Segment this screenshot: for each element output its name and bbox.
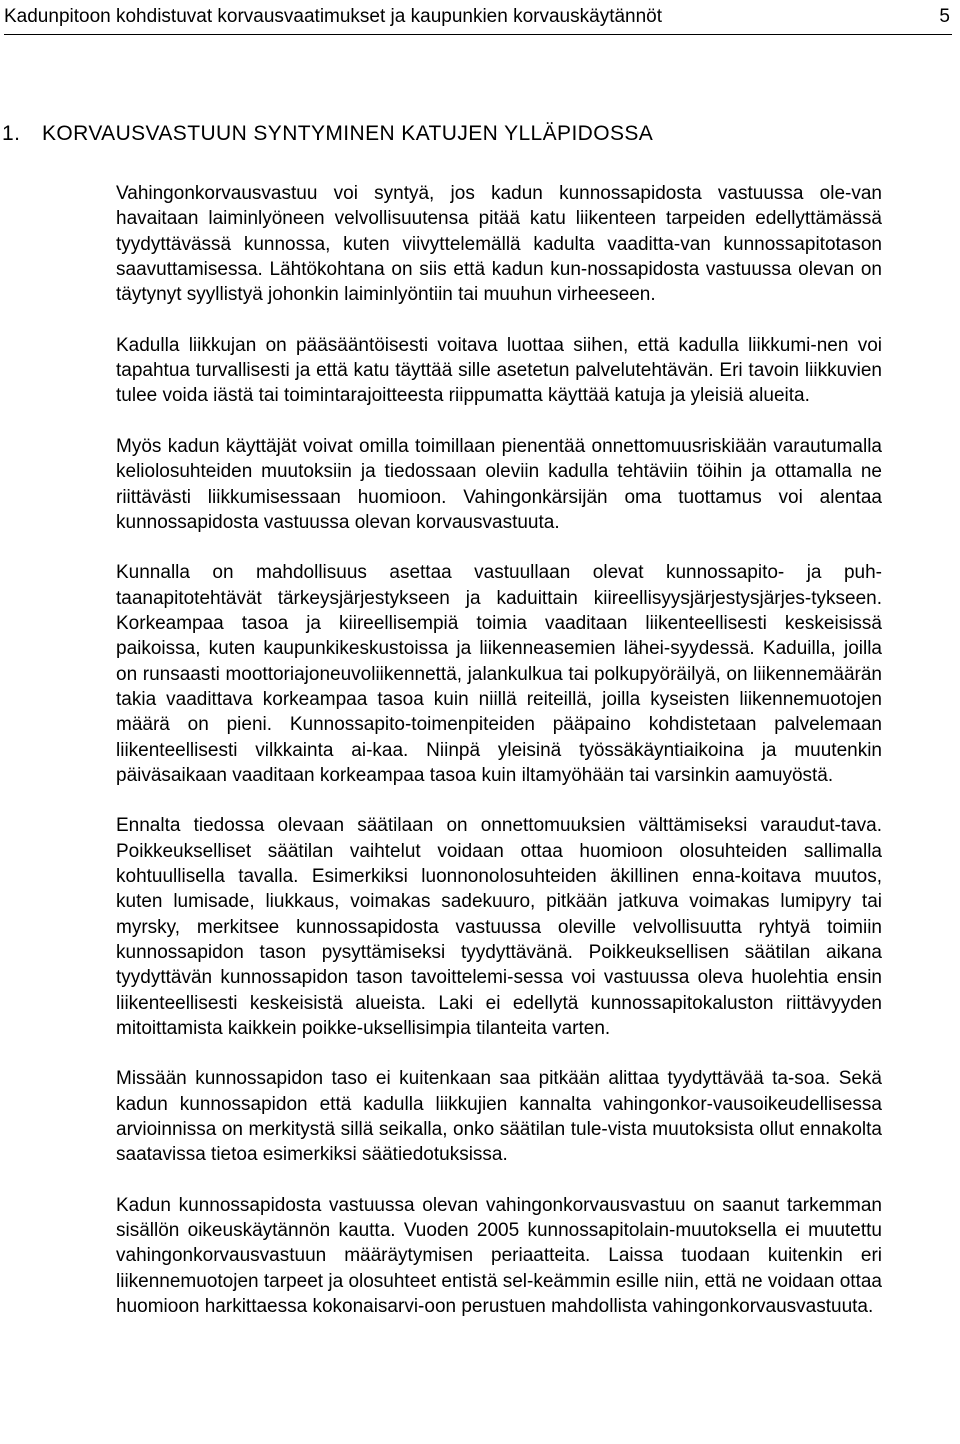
paragraph: Kadulla liikkujan on pääsääntöisesti voitava luottaa siihen, että kadulla liikkumi-nen voi tapahtua turvallisesti ja että katu täyttää sille asetetun palvelutehtävän. Eri tavoin liikkuvien tulee voida iästä tai toimintarajoitteesta riippumatta käyttää katuja ja yleisiä alueita. (116, 334, 882, 407)
paragraph: Missään kunnossapidon taso ei kuitenkaan saa pitkään alittaa tyydyttävää ta-soa. Sekä kadun kunnossapidon että kadulla liikkujien kannalta vahingonkor-vausoikeudellisessa arvioinnissa on merkitystä sillä seikalla, onko säätilan tule-vista muutoksista ollut ennakolta saatavissa tietoa esimerkiksi säätiedotuksissa. (116, 1068, 882, 1166)
page-number: 5 (939, 6, 950, 27)
running-header (4, 0, 952, 35)
section-number: 1. (2, 122, 21, 145)
body-text (116, 181, 882, 1345)
paragraph: Vahingonkorvausvastuu voi syntyä, jos kadun kunnossapidosta vastuussa ole-van havaitaan laiminlyöneen velvollisuutensa pitää katu liikenteen tarpeiden edellyttämässä tyydyttävässä kunnossa, kuten viivyttelemällä kadulta vaaditta-van kunnossapitotason saavuttamisessa. Lähtökohtana on siis että kadun kun-nossapidosta vastuussa olevan on täytynyt syyllistyä johonkin laiminlyöntiin tai muuhun virheeseen. (116, 183, 882, 306)
header-title: Kadunpitoon kohdistuvat korvausvaatimukset ja kaupunkien korvauskäytännöt (4, 6, 663, 27)
paragraph: Kadun kunnossapidosta vastuussa olevan vahingonkorvausvastuu on saanut tarkemman sisällön oikeuskäytännön kautta. Vuoden 2005 kunnossapitolain-muutoksella ei muutettu vahingonkorvausvastuun määräytymisen periaatteita. Laissa tuodaan kuitenkin eri liikennemuotojen tarpeet ja olosuhteet entistä sel-keämmin esille niin, että ne voidaan ottaa huomioon harkittaessa kokonaisarvi-oon perustuen mahdollista vahingonkorvausvastuuta. (116, 1194, 882, 1318)
paragraph: Ennalta tiedossa olevaan säätilaan on onnettomuuksien välttämiseksi varaudut-tava. Poikkeukselliset säätilan vaihtelut voidaan ottaa huomioon olosuhteiden sallimalla kohtuullisella tavalla. Esimerkiksi luonnonolosuhteiden äkillinen enna-koitava muutos, kuten lumisade, liukkaus, voimakas sadekuuro, pitkään jatkuva voimakas lumipyry tai myrsky, merkitsee kunnossapidosta vastuussa oleville velvollisuutta ryhtyä toimiin kunnossapidon tason pysyttämiseksi tyydyttävänä. Poikkeuksellisen säätilan aikana tyydyttävän kunnossapidon tason tavoittelemi-sessa voi vastuussa oleva huolehtia ensin liikenteellisesti keskeisistä alueista. Laki ei edellytä kunnossapitokaluston riittävyyden mitoittamista kaikkein poikke-uksellisimpia tilanteita varten. (116, 815, 882, 1039)
section-heading (2, 116, 653, 152)
section-title: KORVAUSVASTUUN SYNTYMINEN KATUJEN YLLÄPIDOSSA (42, 122, 654, 145)
paragraph: Kunnalla on mahdollisuus asettaa vastuullaan olevat kunnossapito- ja puh-taanapitotehtävät tärkeysjärjestykseen ja kaduittain kiireellisyysjärjestysjärjes-tykseen. Korkeampaa tasoa ja kiireellisempiä toimia vaaditaan liikenteellisesti keskeisissä paikoissa, kuten kaupunkikeskustoissa ja liikenneasemien lähei-syydessä. Kaduilla, joilla on runsaasti moottoriajoneuvoliikennettä, jalankulkua tai polkupyöräilyä, on liikennemäärän takia vaadittava korkeampaa tasoa kuin niillä reiteillä, joilla kyseisten liikennemuotojen määrä on pieni. Kunnossapito-toimenpiteiden pääpaino kohdistetaan palvelemaan liikenteellisesti vilkkainta ai-kaa. Niinpä yleisinä työssäkäyntiaikoina ja muutenkin päiväsaikaan vaaditaan korkeampaa tasoa kuin iltamyöhään tai varsinkin aamuyöstä. (116, 562, 882, 786)
paragraph: Myös kadun käyttäjät voivat omilla toimillaan pienentää onnettomuusriskiään varautumalla keliolosuhteiden muutoksiin ja tiedossaan oleviin kadulla tehtäviin töihin ja ottamalla ne riittävästi liikkumisessaan huomioon. Vahingonkärsijän oma tuottamus voi alentaa kunnossapidosta vastuussa olevan korvausvastuuta. (116, 435, 882, 533)
